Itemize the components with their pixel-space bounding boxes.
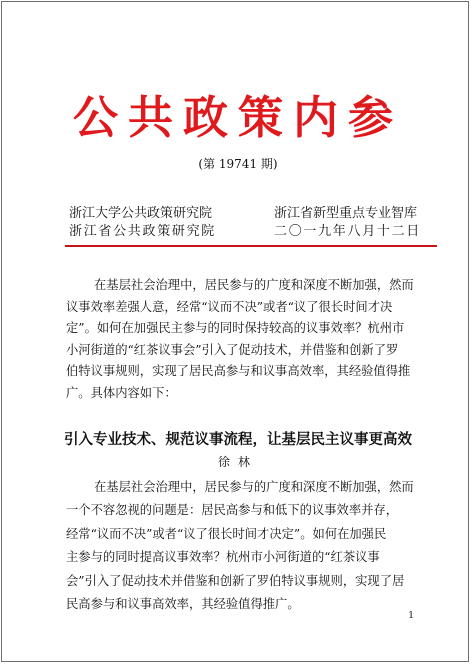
article-line: 经常“议而不决”或者“议了很长时间才决定”。如何在加强民 (66, 526, 387, 541)
intro-line: 广。具体内容如下： (66, 385, 177, 400)
red-divider (65, 245, 437, 247)
publishers-left (69, 205, 249, 241)
document-page (1, 1, 469, 662)
intro-line: 在基层社会治理中，居民参与的广度和深度不断加强，然而 (94, 278, 414, 292)
article-line: 会”引入了促动技术并借鉴和创新了罗伯特议事规则，实现了居 (66, 573, 405, 588)
publishers-right (274, 205, 436, 241)
document-title: 公共政策内参 (72, 91, 403, 144)
intro-line: 伯特议事规则，实现了居民高参与和议事高效率，其经验值得推 (66, 364, 411, 379)
publication-date: 二〇一九年八月十二日 (274, 224, 422, 239)
publisher-zhejiang-university: 浙江大学公共政策研究院 (69, 206, 213, 221)
think-tank-label: 浙江省新型重点专业智库 (274, 206, 418, 221)
publisher-zhejiang-province: 浙江省公共政策研究院 (69, 224, 217, 239)
article-line: 在基层社会治理中，居民参与的广度和深度不断加强，然而 (94, 480, 414, 494)
intro-paragraph (66, 275, 436, 405)
issue-number: (第 19741 期) (198, 157, 278, 171)
article-line: 民高参与和议事高效率，其经验值得推广。 (66, 596, 300, 611)
article-paragraph (66, 476, 436, 616)
article-line: 一个不容忽视的问题是：居民高参与和低下的议事效率并存， (66, 503, 399, 518)
article-line: 主参与的同时提高议事效率？杭州市小河街道的“红茶议事 (66, 550, 380, 565)
author-name: 徐林 (217, 455, 258, 469)
article-title: 引入专业技术、规范议事流程，让基层民主议事更高效 (64, 432, 412, 448)
page-number: 1 (408, 611, 414, 621)
intro-line: 定”。如何在加强民主参与的同时保持较高的议事效率？杭州市 (66, 321, 405, 336)
intro-line: 议事效率差强人意，经常“议而不决”或者“议了很长时间才决 (66, 299, 393, 314)
intro-line: 小河街道的“红茶议事会”引入了促动技术，并借鉴和创新了罗 (66, 342, 399, 357)
